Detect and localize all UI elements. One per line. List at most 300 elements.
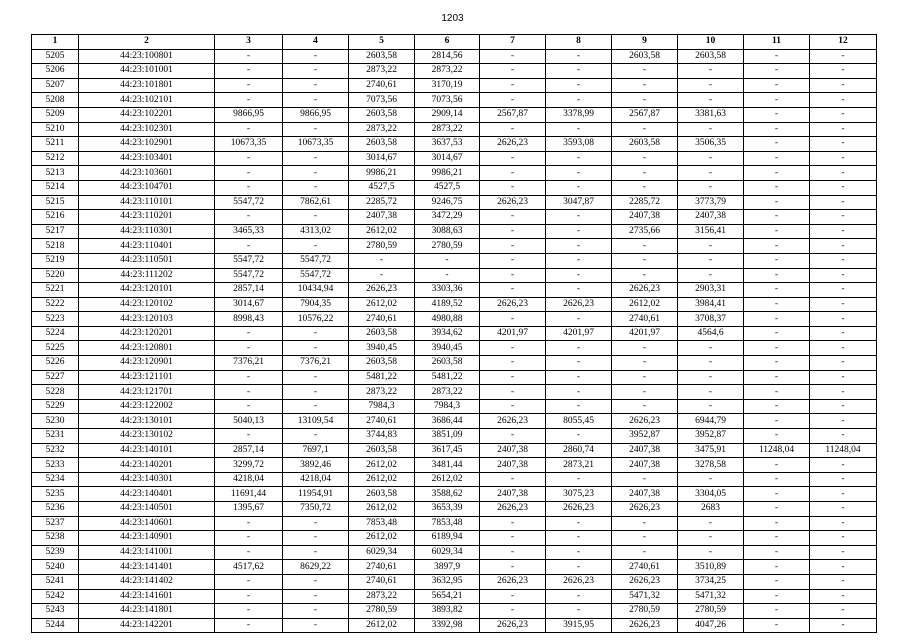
table-cell: 44:23:101801	[79, 78, 215, 93]
table-row	[32, 107, 877, 122]
table-cell: 5230	[32, 414, 79, 429]
table-cell: 2407,38	[612, 458, 678, 473]
table-cell: -	[744, 107, 810, 122]
table-cell: -	[215, 589, 283, 604]
table-cell: 44:23:140301	[79, 472, 215, 487]
table-cell: -	[678, 239, 744, 254]
table-cell: 3014,67	[349, 151, 415, 166]
table-cell: 2603,58	[678, 49, 744, 64]
table-row	[32, 180, 877, 195]
table-cell: 2873,22	[415, 64, 480, 79]
table-cell: 2909,14	[415, 107, 480, 122]
table-cell: 3156,41	[678, 224, 744, 239]
table-cell: -	[810, 283, 877, 298]
table-cell: 2612,02	[349, 618, 415, 633]
table-cell: 5481,22	[349, 370, 415, 385]
table-cell: -	[744, 166, 810, 181]
table-cell: 7862,61	[283, 195, 349, 210]
table-cell: 5218	[32, 239, 79, 254]
table-cell: 2626,23	[546, 297, 612, 312]
table-cell: 3014,67	[415, 151, 480, 166]
table-cell: -	[283, 78, 349, 93]
table-cell: 10576,22	[283, 312, 349, 327]
table-cell: 3892,46	[283, 458, 349, 473]
table-cell: 3893,82	[415, 604, 480, 619]
table-cell: -	[480, 545, 546, 560]
table-cell: 5226	[32, 356, 79, 371]
table-cell: -	[480, 356, 546, 371]
table-cell: -	[810, 210, 877, 225]
table-cell: 2407,38	[612, 487, 678, 502]
table-cell: 5231	[32, 429, 79, 444]
table-cell: -	[283, 531, 349, 546]
table-cell: 7853,48	[349, 516, 415, 531]
table-cell: 3075,23	[546, 487, 612, 502]
table-cell: 3934,62	[415, 326, 480, 341]
column-header-12: 12	[810, 35, 877, 50]
table-cell: -	[810, 49, 877, 64]
table-cell: -	[612, 166, 678, 181]
table-cell: 2612,02	[349, 458, 415, 473]
table-cell: -	[810, 531, 877, 546]
table-cell: -	[546, 268, 612, 283]
table-cell: 44:23:120101	[79, 283, 215, 298]
data-table	[31, 34, 877, 633]
table-cell: -	[480, 531, 546, 546]
table-cell: 7984,3	[349, 399, 415, 414]
table-cell: -	[283, 239, 349, 254]
table-cell: -	[480, 385, 546, 400]
table-cell: -	[546, 472, 612, 487]
table-cell: 3588,62	[415, 487, 480, 502]
table-cell: -	[546, 545, 612, 560]
table-cell: -	[215, 385, 283, 400]
table-cell: 7904,35	[283, 297, 349, 312]
table-cell: -	[480, 122, 546, 137]
table-cell: 2780,59	[678, 604, 744, 619]
table-cell: -	[678, 385, 744, 400]
table-cell: -	[678, 356, 744, 371]
table-cell: -	[283, 574, 349, 589]
table-cell: -	[480, 64, 546, 79]
table-cell: 44:23:122002	[79, 399, 215, 414]
table-cell: 7376,21	[283, 356, 349, 371]
table-cell: 2612,02	[349, 224, 415, 239]
table-cell: -	[283, 604, 349, 619]
table-cell: -	[744, 370, 810, 385]
table-cell: -	[744, 385, 810, 400]
table-cell: 5232	[32, 443, 79, 458]
table-cell: 5206	[32, 64, 79, 79]
table-cell: -	[810, 122, 877, 137]
table-cell: 2873,22	[349, 64, 415, 79]
table-cell: 3632,95	[415, 574, 480, 589]
table-cell: 2612,02	[349, 472, 415, 487]
table-cell: -	[480, 180, 546, 195]
table-cell: -	[678, 64, 744, 79]
table-row	[32, 195, 877, 210]
table-cell: 2603,58	[349, 356, 415, 371]
table-cell: 10673,35	[283, 137, 349, 152]
table-cell: 44:23:103601	[79, 166, 215, 181]
table-cell: -	[744, 151, 810, 166]
table-cell: 3381,63	[678, 107, 744, 122]
table-cell: -	[215, 516, 283, 531]
table-cell: 3506,35	[678, 137, 744, 152]
table-cell: -	[480, 399, 546, 414]
table-cell: 3686,44	[415, 414, 480, 429]
table-cell: -	[283, 516, 349, 531]
table-cell: -	[612, 239, 678, 254]
table-cell: 3940,45	[349, 341, 415, 356]
table-cell: 3465,33	[215, 224, 283, 239]
table-cell: -	[678, 341, 744, 356]
table-cell: 44:23:141402	[79, 574, 215, 589]
table-cell: 7697,1	[283, 443, 349, 458]
table-cell: -	[612, 341, 678, 356]
table-cell: -	[612, 472, 678, 487]
table-cell: -	[744, 429, 810, 444]
table-cell: 2285,72	[349, 195, 415, 210]
table-cell: 4313,02	[283, 224, 349, 239]
table-cell: -	[810, 385, 877, 400]
table-cell: -	[678, 166, 744, 181]
table-cell: -	[546, 604, 612, 619]
table-cell: -	[215, 341, 283, 356]
table-cell: 5547,72	[215, 268, 283, 283]
table-cell: 7984,3	[415, 399, 480, 414]
table-cell: 2873,22	[415, 385, 480, 400]
table-cell: -	[744, 49, 810, 64]
table-cell: -	[678, 151, 744, 166]
table-cell: 5227	[32, 370, 79, 385]
table-cell: -	[810, 414, 877, 429]
table-row	[32, 429, 877, 444]
table-cell: -	[612, 122, 678, 137]
table-row	[32, 531, 877, 546]
table-cell: 44:23:121101	[79, 370, 215, 385]
table-cell: 5234	[32, 472, 79, 487]
table-cell: -	[480, 166, 546, 181]
table-cell: 2407,38	[678, 210, 744, 225]
table-cell: -	[810, 487, 877, 502]
table-cell: -	[283, 210, 349, 225]
table-cell: 2626,23	[480, 297, 546, 312]
table-cell: 44:23:120901	[79, 356, 215, 371]
table-cell: 5471,32	[678, 589, 744, 604]
table-cell: -	[612, 356, 678, 371]
table-cell: 4218,04	[215, 472, 283, 487]
table-cell: -	[810, 151, 877, 166]
table-cell: 7376,21	[215, 356, 283, 371]
table-cell: 5040,13	[215, 414, 283, 429]
table-cell: -	[810, 253, 877, 268]
table-cell: 3653,39	[415, 502, 480, 517]
table-cell: -	[744, 618, 810, 633]
table-cell: 2612,02	[349, 502, 415, 517]
table-cell: -	[810, 239, 877, 254]
table-cell: -	[744, 574, 810, 589]
table-cell: 2626,23	[612, 502, 678, 517]
table-row	[32, 589, 877, 604]
table-row	[32, 414, 877, 429]
table-row	[32, 283, 877, 298]
table-cell: 3851,09	[415, 429, 480, 444]
table-cell: 2626,23	[480, 137, 546, 152]
table-row	[32, 370, 877, 385]
table-cell: -	[810, 107, 877, 122]
table-cell: 44:23:103401	[79, 151, 215, 166]
table-cell: 9986,21	[349, 166, 415, 181]
table-cell: 9986,21	[415, 166, 480, 181]
table-cell: -	[480, 341, 546, 356]
table-cell: -	[283, 545, 349, 560]
table-cell: -	[810, 356, 877, 371]
table-cell: 2603,58	[349, 49, 415, 64]
table-cell: -	[612, 370, 678, 385]
table-cell: 5654,21	[415, 589, 480, 604]
table-cell: 2407,38	[480, 443, 546, 458]
table-cell: -	[678, 516, 744, 531]
table-cell: 2626,23	[480, 414, 546, 429]
table-cell: 2780,59	[612, 604, 678, 619]
table-cell: -	[546, 239, 612, 254]
table-cell: -	[612, 385, 678, 400]
table-cell: -	[810, 93, 877, 108]
table-cell: 44:23:141801	[79, 604, 215, 619]
table-cell: -	[810, 137, 877, 152]
table-cell: 2626,23	[480, 195, 546, 210]
table-cell: 44:23:140201	[79, 458, 215, 473]
column-header-11: 11	[744, 35, 810, 50]
table-cell: 2603,58	[349, 443, 415, 458]
table-cell: 5237	[32, 516, 79, 531]
table-cell: 44:23:102101	[79, 93, 215, 108]
table-cell: 5215	[32, 195, 79, 210]
table-cell: 9246,75	[415, 195, 480, 210]
table-cell: -	[480, 268, 546, 283]
table-cell: 5547,72	[215, 253, 283, 268]
table-cell: -	[215, 545, 283, 560]
column-header-8: 8	[546, 35, 612, 50]
table-cell: 2612,02	[349, 297, 415, 312]
table-cell: 3278,58	[678, 458, 744, 473]
table-cell: 11954,91	[283, 487, 349, 502]
table-cell: 5547,72	[215, 195, 283, 210]
table-cell: -	[612, 516, 678, 531]
table-cell: -	[744, 604, 810, 619]
table-cell: -	[744, 487, 810, 502]
table-cell: -	[744, 589, 810, 604]
table-row	[32, 399, 877, 414]
table-cell: -	[215, 399, 283, 414]
table-cell: -	[810, 268, 877, 283]
table-row	[32, 502, 877, 517]
table-cell: -	[810, 516, 877, 531]
table-cell: -	[546, 253, 612, 268]
table-cell: -	[215, 604, 283, 619]
table-cell: -	[349, 268, 415, 283]
table-cell: -	[678, 399, 744, 414]
table-cell: 5213	[32, 166, 79, 181]
table-cell: 5547,72	[283, 268, 349, 283]
table-cell: -	[480, 604, 546, 619]
table-cell: -	[810, 618, 877, 633]
table-cell: -	[546, 180, 612, 195]
table-cell: -	[810, 195, 877, 210]
table-cell: 2612,02	[415, 472, 480, 487]
table-cell: 5221	[32, 283, 79, 298]
table-cell: -	[546, 224, 612, 239]
table-cell: -	[415, 253, 480, 268]
table-cell: 44:23:140401	[79, 487, 215, 502]
table-cell: -	[810, 341, 877, 356]
table-cell: 2285,72	[612, 195, 678, 210]
table-cell: 5211	[32, 137, 79, 152]
table-cell: -	[283, 385, 349, 400]
table-cell: -	[744, 414, 810, 429]
table-cell: 5220	[32, 268, 79, 283]
table-cell: 2407,38	[480, 487, 546, 502]
table-cell: 4980,88	[415, 312, 480, 327]
table-cell: 44:23:110301	[79, 224, 215, 239]
table-cell: 5481,22	[415, 370, 480, 385]
table-row	[32, 166, 877, 181]
table-cell: 2626,23	[612, 574, 678, 589]
table-cell: -	[480, 589, 546, 604]
table-cell: 2780,59	[349, 604, 415, 619]
table-cell: -	[215, 64, 283, 79]
table-cell: -	[744, 93, 810, 108]
table-cell: 2780,59	[349, 239, 415, 254]
table-cell: 4527,5	[349, 180, 415, 195]
table-cell: -	[215, 239, 283, 254]
table-cell: 6944,79	[678, 414, 744, 429]
table-cell: -	[810, 589, 877, 604]
table-cell: -	[810, 224, 877, 239]
table-cell: 44:23:120201	[79, 326, 215, 341]
table-cell: 2407,38	[612, 210, 678, 225]
table-row	[32, 604, 877, 619]
table-cell: 5223	[32, 312, 79, 327]
table-cell: -	[215, 78, 283, 93]
table-cell: 3014,67	[215, 297, 283, 312]
table-cell: 13109,54	[283, 414, 349, 429]
table-cell: 44:23:140601	[79, 516, 215, 531]
table-cell: -	[744, 312, 810, 327]
table-cell: 3984,41	[678, 297, 744, 312]
table-cell: -	[546, 531, 612, 546]
table-cell: 44:23:120801	[79, 341, 215, 356]
table-cell: 2814,56	[415, 49, 480, 64]
table-cell: 2626,23	[480, 574, 546, 589]
table-cell: -	[283, 122, 349, 137]
table-cell: 2603,58	[415, 356, 480, 371]
table-cell: -	[744, 283, 810, 298]
table-cell: 2740,61	[349, 78, 415, 93]
column-header-9: 9	[612, 35, 678, 50]
table-row	[32, 312, 877, 327]
table-cell: 2860,74	[546, 443, 612, 458]
table-cell: -	[215, 618, 283, 633]
table-cell: 2612,02	[612, 297, 678, 312]
table-cell: 3952,87	[612, 429, 678, 444]
table-cell: -	[546, 385, 612, 400]
table-row	[32, 341, 877, 356]
table-cell: -	[480, 239, 546, 254]
table-row	[32, 122, 877, 137]
table-cell: 11691,44	[215, 487, 283, 502]
table-cell: 2857,14	[215, 283, 283, 298]
table-cell: -	[546, 49, 612, 64]
table-row	[32, 49, 877, 64]
table-cell: -	[283, 429, 349, 444]
table-row	[32, 268, 877, 283]
table-cell: -	[283, 49, 349, 64]
table-cell: 44:23:102901	[79, 137, 215, 152]
table-cell: 44:23:120102	[79, 297, 215, 312]
table-cell: -	[810, 370, 877, 385]
table-cell: 2567,87	[612, 107, 678, 122]
table-cell: -	[480, 78, 546, 93]
table-cell: -	[810, 472, 877, 487]
table-cell: -	[283, 166, 349, 181]
table-cell: 5242	[32, 589, 79, 604]
table-cell: 2626,23	[612, 414, 678, 429]
table-cell: -	[744, 224, 810, 239]
table-cell: -	[744, 545, 810, 560]
table-row	[32, 385, 877, 400]
table-cell: 2740,61	[612, 312, 678, 327]
table-cell: 6189,94	[415, 531, 480, 546]
table-cell: -	[546, 78, 612, 93]
table-cell: 2603,58	[349, 487, 415, 502]
table-cell: -	[283, 64, 349, 79]
table-cell: 44:23:141001	[79, 545, 215, 560]
table-row	[32, 356, 877, 371]
table-cell: -	[546, 210, 612, 225]
table-cell: 1395,67	[215, 502, 283, 517]
table-row	[32, 151, 877, 166]
table-cell: 9866,95	[215, 107, 283, 122]
table-cell: 3940,45	[415, 341, 480, 356]
table-cell: 11248,04	[810, 443, 877, 458]
table-cell: -	[810, 166, 877, 181]
table-cell: -	[678, 93, 744, 108]
table-cell: -	[612, 78, 678, 93]
table-cell: -	[215, 151, 283, 166]
table-cell: -	[283, 341, 349, 356]
table-cell: -	[612, 268, 678, 283]
table-row	[32, 137, 877, 152]
table-cell: -	[546, 560, 612, 575]
table-cell: 44:23:142201	[79, 618, 215, 633]
table-cell: -	[546, 166, 612, 181]
table-cell: 2407,38	[612, 443, 678, 458]
table-cell: 4517,62	[215, 560, 283, 575]
table-cell: 44:23:110401	[79, 239, 215, 254]
table-cell: 4564,6	[678, 326, 744, 341]
table-cell: -	[349, 253, 415, 268]
table-cell: -	[810, 312, 877, 327]
table-cell: -	[215, 574, 283, 589]
table-cell: 3593,08	[546, 137, 612, 152]
table-cell: 44:23:140101	[79, 443, 215, 458]
table-cell: 3897,9	[415, 560, 480, 575]
table-cell: 9866,95	[283, 107, 349, 122]
table-cell: -	[215, 122, 283, 137]
table-cell: 5222	[32, 297, 79, 312]
